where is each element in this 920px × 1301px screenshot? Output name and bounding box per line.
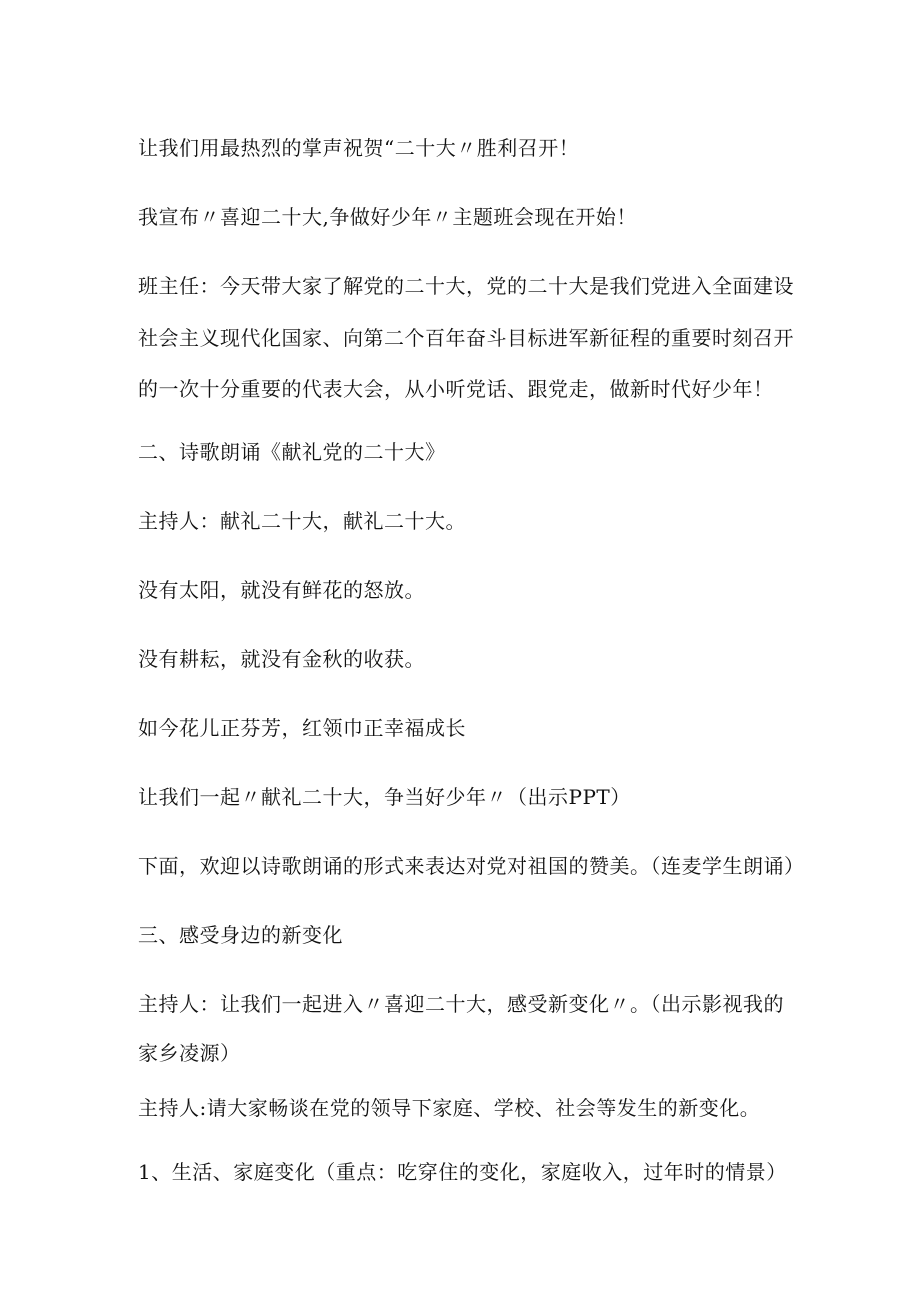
paragraph-poem-sun: 没有太阳，就没有鲜花的怒放。 [138,578,425,602]
section-heading-changes: 三、感受身边的新变化 [138,923,343,947]
paragraph-host-changes-line-1: 主持人：让我们一起进入〃喜迎二十大，感受新变化〃。（出示影视我的 [138,992,784,1016]
paragraph-host-tribute: 主持人：献礼二十大，献礼二十大。 [138,509,466,533]
paragraph-teacher-line-2: 社会主义现代化国家、向第二个百年奋斗目标进军新征程的重要时刻召开 [138,326,794,350]
paragraph-host-discussion: 主持人:请大家畅谈在党的领导下家庭、学校、社会等发生的新变化。 [138,1096,761,1120]
paragraph-ppt: 让我们一起〃献礼二十大，争当好少年〃（出示PPT） [138,785,631,809]
section-heading-poetry: 二、诗歌朗诵《献礼党的二十大》 [138,440,446,464]
paragraph-teacher-line-1: 班主任：今天带大家了解党的二十大，党的二十大是我们党进入全面建设 [138,274,794,298]
paragraph-celebrate: 让我们用最热烈的掌声祝贺“二十大〃胜利召开！ [138,136,580,160]
paragraph-host-changes-line-2: 家乡凌源） [138,1041,241,1065]
paragraph-teacher-line-3: 的一次十分重要的代表大会，从小听党话、跟党走，做新时代好少年！ [138,377,774,401]
list-item-life-family: 1、生活、家庭变化（重点：吃穿住的变化，家庭收入，过年时的情景） [138,1160,787,1184]
paragraph-poem-harvest: 没有耕耘，就没有金秋的收获。 [138,647,425,671]
paragraph-recitation: 下面，欢迎以诗歌朗诵的形式来表达对党对祖国的赞美。（连麦学生朗诵） [138,854,805,878]
paragraph-announce: 我宣布〃喜迎二十大,争做好少年〃主题班会现在开始！ [138,205,637,229]
paragraph-poem-flowers: 如今花儿正芬芳，红领巾正幸福成长 [138,716,466,740]
